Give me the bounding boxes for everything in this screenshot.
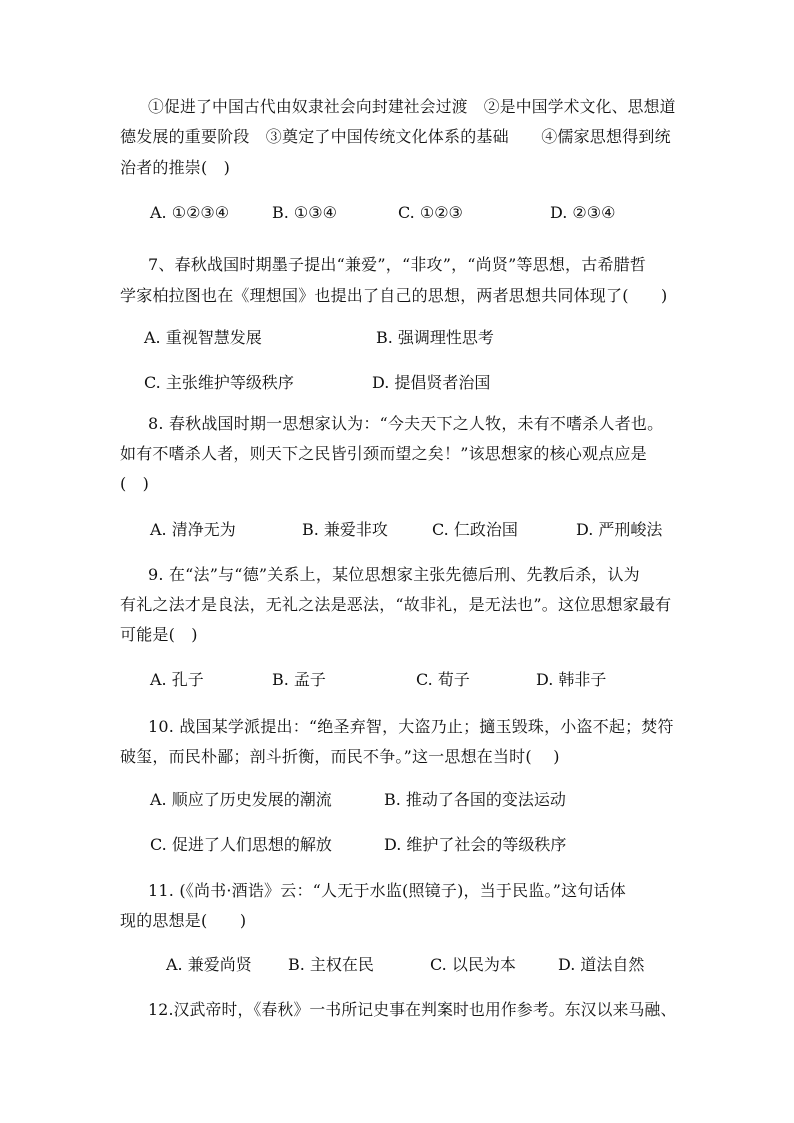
q8-option-d[interactable]: D. 严刑峻法 bbox=[576, 520, 663, 539]
q6-option-c[interactable]: C. ①②③ bbox=[398, 203, 463, 222]
q11-option-c[interactable]: C. 以民为本 bbox=[430, 955, 516, 974]
q6-text-line1: ①促进了中国古代由奴隶社会向封建社会过渡 ②是中国学术文化、思想道 bbox=[148, 97, 676, 116]
q11-option-b[interactable]: B. 主权在民 bbox=[288, 955, 374, 974]
q9-option-d[interactable]: D. 韩非子 bbox=[536, 670, 607, 689]
q6-option-b[interactable]: B. ①③④ bbox=[272, 203, 337, 222]
q10-option-c[interactable]: C. 促进了人们思想的解放 bbox=[150, 835, 332, 854]
q8-text-line1: 8. 春秋战国时期一思想家认为：“今夫天下之人牧，未有不嗜杀人者也。 bbox=[148, 414, 664, 433]
q8-option-b[interactable]: B. 兼爱非攻 bbox=[302, 520, 388, 539]
q10-option-a[interactable]: A. 顺应了历史发展的潮流 bbox=[150, 790, 332, 809]
q12-text-line1: 12.汉武帝时，《春秋》一书所记史事在判案时也用作参考。东汉以来马融、 bbox=[148, 1000, 677, 1019]
q7-option-b[interactable]: B. 强调理性思考 bbox=[376, 328, 494, 347]
q9-text-line1: 9. 在“法”与“德”关系上，某位思想家主张先德后刑、先教后杀，认为 bbox=[148, 565, 640, 584]
q11-text-line1: 11. (《尚书·酒诰》云：“人无于水监(照镜子)，当于民监。”这句话体 bbox=[148, 881, 626, 900]
q11-text-line2: 现的思想是( ) bbox=[120, 911, 247, 930]
q6-option-d[interactable]: D. ②③④ bbox=[550, 203, 616, 222]
q10-text-line1: 10. 战国某学派提出：“绝圣弃智，大盗乃止；擿玉毁珠，小盗不起；焚符 bbox=[148, 717, 674, 736]
q6-text-line3: 治者的推崇( ) bbox=[120, 158, 231, 177]
q8-text-line3: ( ) bbox=[120, 474, 150, 493]
q9-option-c[interactable]: C. 荀子 bbox=[416, 670, 470, 689]
q10-text-line2: 破玺，而民朴鄙；剖斗折衡，而民不争。”这一思想在当时( ) bbox=[120, 747, 560, 766]
q6-text-line2: 德发展的重要阶段 ③奠定了中国传统文化体系的基础 ④儒家思想得到统 bbox=[120, 127, 671, 146]
q9-option-b[interactable]: B. 孟子 bbox=[272, 670, 326, 689]
q10-option-d[interactable]: D. 维护了社会的等级秩序 bbox=[384, 835, 567, 854]
q7-text-line2: 学家柏拉图也在《理想国》也提出了自己的思想，两者思想共同体现了( ) bbox=[120, 286, 668, 305]
q8-option-a[interactable]: A. 清净无为 bbox=[150, 520, 236, 539]
q11-option-d[interactable]: D. 道法自然 bbox=[558, 955, 645, 974]
q7-option-d[interactable]: D. 提倡贤者治国 bbox=[372, 373, 491, 392]
q8-text-line2: 如有不嗜杀人者，则天下之民皆引颈而望之矣！”该思想家的核心观点应是 bbox=[120, 444, 647, 463]
q9-text-line2: 有礼之法才是良法，无礼之法是恶法，“故非礼，是无法也”。这位思想家最有 bbox=[120, 595, 672, 614]
q7-option-c[interactable]: C. 主张维护等级秩序 bbox=[144, 373, 294, 392]
q9-option-a[interactable]: A. 孔子 bbox=[150, 670, 204, 689]
q7-text-line1: 7、春秋战国时期墨子提出“兼爱”，“非攻”，“尚贤”等思想，古希腊哲 bbox=[148, 255, 647, 274]
q8-option-c[interactable]: C. 仁政治国 bbox=[432, 520, 518, 539]
q6-option-a[interactable]: A. ①②③④ bbox=[150, 203, 230, 222]
q10-option-b[interactable]: B. 推动了各国的变法运动 bbox=[384, 790, 566, 809]
q11-option-a[interactable]: A. 兼爱尚贤 bbox=[166, 955, 252, 974]
q9-text-line3: 可能是( ) bbox=[120, 625, 198, 644]
q7-option-a[interactable]: A. 重视智慧发展 bbox=[144, 328, 262, 347]
